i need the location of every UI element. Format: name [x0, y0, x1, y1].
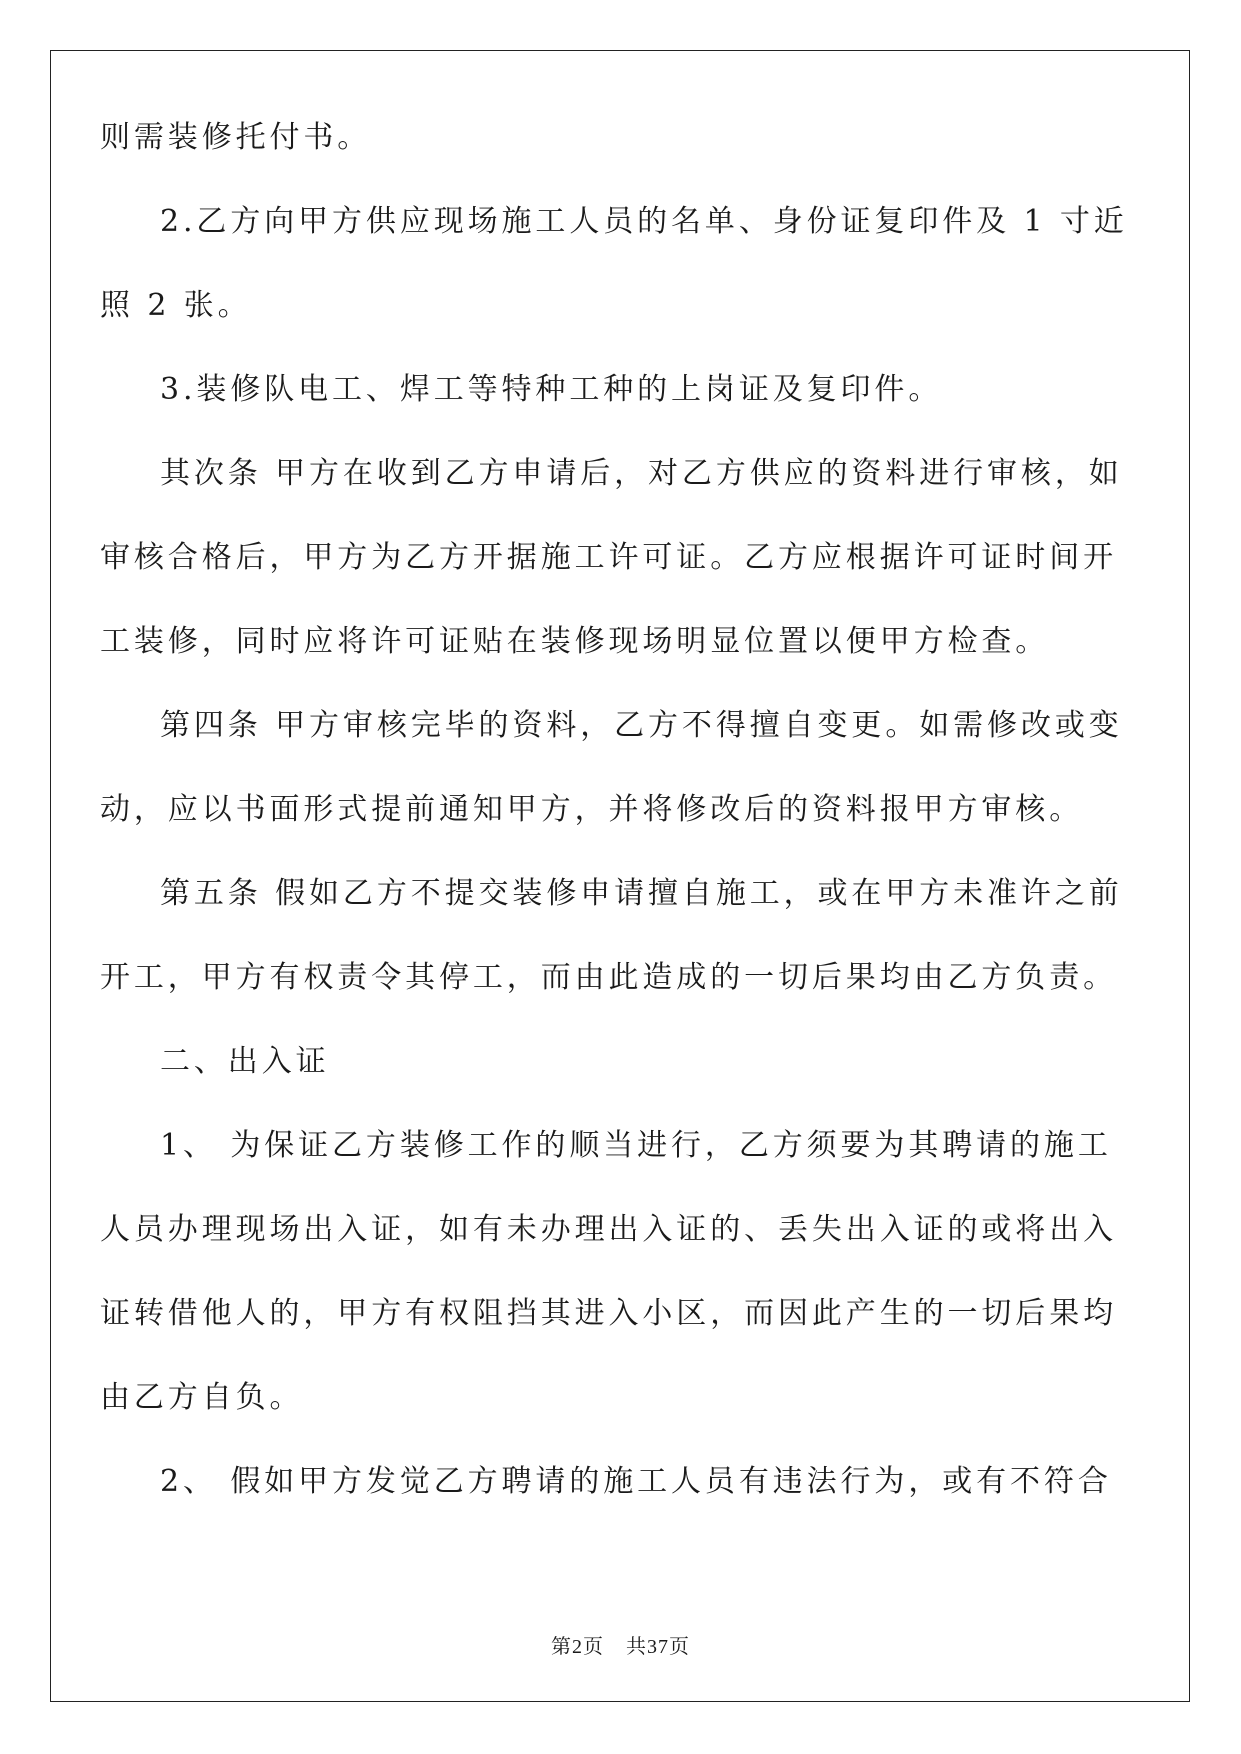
text-line: 3.装修队电工、焊工等特种工种的上岗证及复印件。	[160, 372, 943, 407]
total-suffix: 页	[669, 1634, 690, 1658]
text-line: 照 2 张。	[100, 288, 252, 323]
text-line: 审核合格后，甲方为乙方开据施工许可证。乙方应根据许可证时间开	[100, 540, 1117, 575]
text-line: 人员办理现场出入证，如有未办理出入证的、丢失出入证的或将出入	[100, 1212, 1117, 1247]
page-prefix: 第	[551, 1634, 572, 1658]
total-pages: 37	[647, 1636, 669, 1658]
text-line: 2、 假如甲方发觉乙方聘请的施工人员有违法行为，或有不符合	[160, 1464, 1112, 1499]
text-line: 动，应以书面形式提前通知甲方，并将修改后的资料报甲方审核。	[100, 792, 1084, 827]
text-line: 开工，甲方有权责令其停工，而由此造成的一切后果均由乙方负责。	[100, 960, 1117, 995]
text-line: 则需装修托付书。	[100, 120, 372, 155]
page-suffix: 页	[583, 1634, 604, 1658]
text-line: 其次条 甲方在收到乙方申请后，对乙方供应的资料进行审核，如	[160, 456, 1123, 491]
page-footer	[0, 1634, 1241, 1659]
text-line: 证转借他人的，甲方有权阻挡其进入小区，而因此产生的一切后果均	[100, 1296, 1117, 1331]
section-heading: 二、出入证	[160, 1044, 330, 1079]
page-number: 2	[572, 1636, 583, 1658]
text-line: 第四条 甲方审核完毕的资料，乙方不得擅自变更。如需修改或变	[160, 708, 1123, 743]
text-line: 工装修，同时应将许可证贴在装修现场明显位置以便甲方检查。	[100, 624, 1050, 659]
text-line: 由乙方自负。	[100, 1380, 304, 1415]
text-line: 1、 为保证乙方装修工作的顺当进行，乙方须要为其聘请的施工	[160, 1128, 1112, 1163]
text-line: 2.乙方向甲方供应现场施工人员的名单、身份证复印件及 1 寸近	[160, 204, 1128, 239]
document-body	[100, 108, 1141, 1512]
text-line: 第五条 假如乙方不提交装修申请擅自施工，或在甲方未准许之前	[160, 876, 1123, 911]
total-prefix: 共	[626, 1634, 647, 1658]
